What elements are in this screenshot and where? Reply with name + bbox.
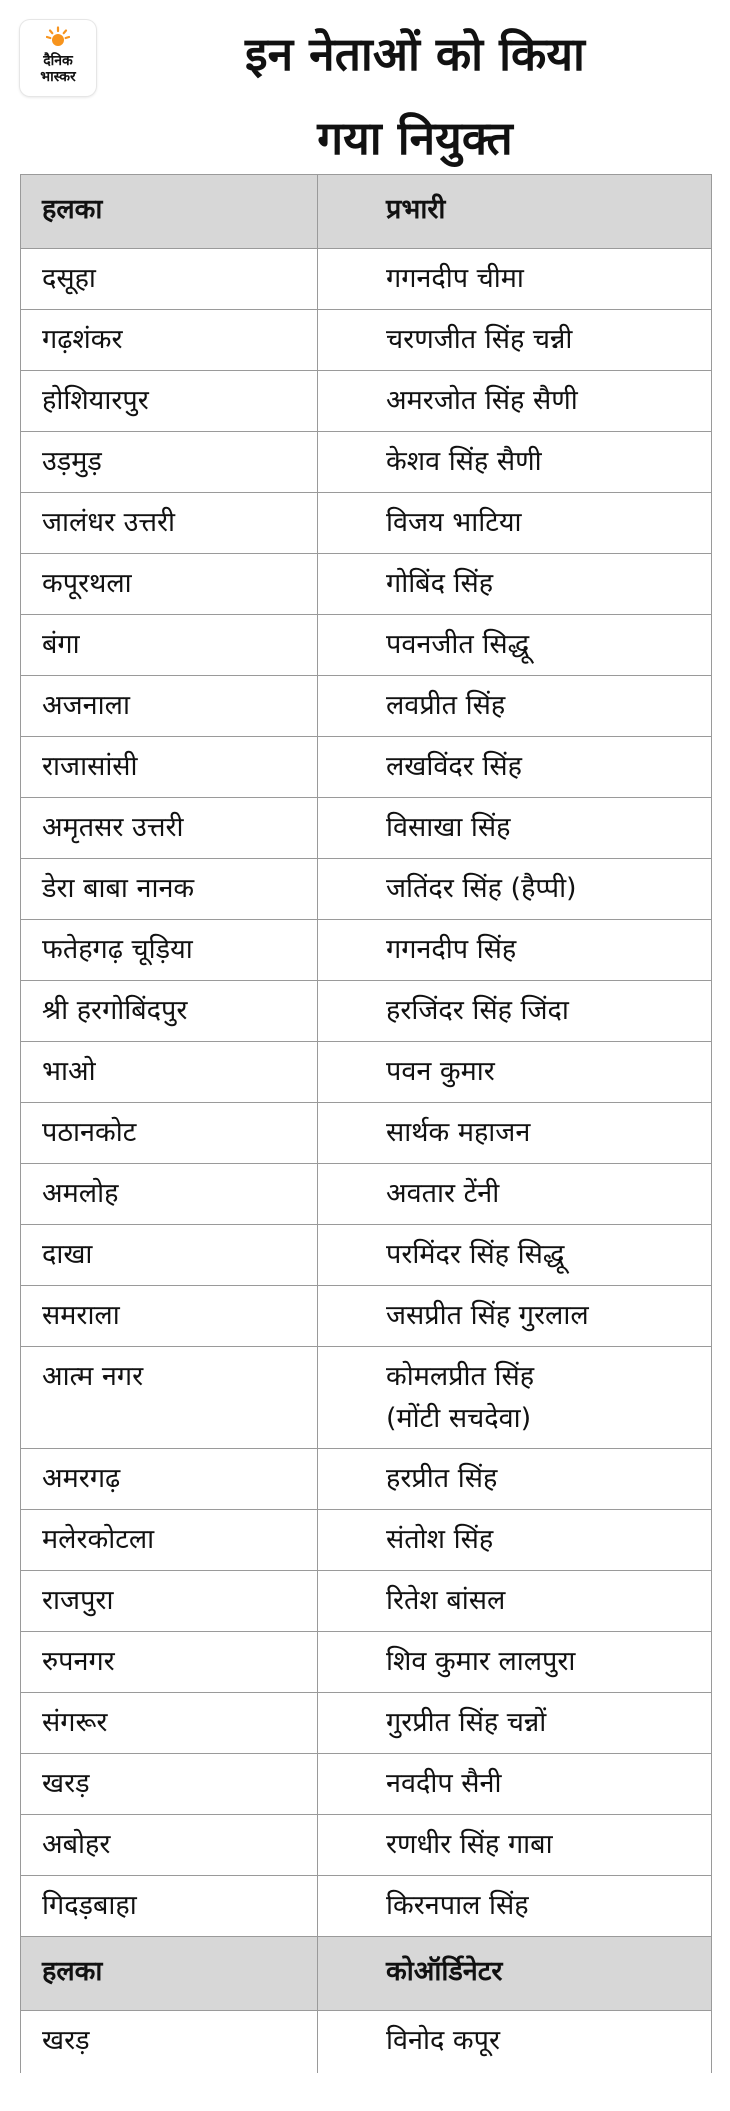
halka-cell: खरड़	[21, 2011, 318, 2073]
halka-cell: अमरगढ़	[21, 1449, 318, 1509]
table-header-row	[21, 175, 711, 249]
prabhari-cell: विजय भाटिया	[386, 507, 522, 538]
dainik-bhaskar-logo[interactable]	[20, 20, 96, 96]
table-row	[21, 310, 711, 371]
table-row	[21, 1815, 711, 1876]
table-row	[21, 615, 711, 676]
appointments-table	[20, 174, 712, 2073]
prabhari-cell: गगनदीप सिंह	[386, 934, 517, 965]
prabhari-cell: अमरजोत सिंह सैणी	[386, 385, 578, 416]
table-row	[21, 798, 711, 859]
prabhari-cell: शिव कुमार लालपुरा	[386, 1646, 576, 1677]
table-row	[21, 1225, 711, 1286]
table-row	[21, 859, 711, 920]
table-row	[21, 554, 711, 615]
halka-cell: श्री हरगोबिंदपुर	[21, 981, 318, 1041]
logo-text-bhaskar: भास्कर	[40, 69, 76, 85]
prabhari-cell	[318, 1347, 711, 1448]
coordinator-header-row	[21, 1937, 711, 2011]
table-row	[21, 493, 711, 554]
table-row	[21, 920, 711, 981]
halka-cell: खरड़	[21, 1754, 318, 1814]
title-line-2: गया नियुक्त	[317, 111, 513, 165]
title-line-1: इन नेताओं को किया	[245, 27, 585, 81]
halka-cell: अजनाला	[21, 676, 318, 736]
halka-cell: दसूहा	[21, 249, 318, 309]
halka-cell: फतेहगढ़ चूड़िया	[21, 920, 318, 980]
table-row	[21, 249, 711, 310]
prabhari-cell: किरनपाल सिंह	[386, 1890, 529, 1921]
table-row	[21, 1042, 711, 1103]
prabhari-cell: जसप्रीत सिंह गुरलाल	[386, 1300, 589, 1331]
prabhari-cell: गगनदीप चीमा	[386, 263, 524, 294]
prabhari-cell: पवन कुमार	[386, 1056, 495, 1087]
halka-cell: डेरा बाबा नानक	[21, 859, 318, 919]
prabhari-cell: गोबिंद सिंह	[386, 568, 494, 599]
halka-cell: जालंधर उत्तरी	[21, 493, 318, 553]
halka-cell: भाओ	[21, 1042, 318, 1102]
table-row	[21, 1876, 711, 1937]
header-coordinator: कोऑर्डिनेटर	[386, 1956, 503, 1987]
halka-cell: पठानकोट	[21, 1103, 318, 1163]
header-halka: हलका	[21, 1937, 318, 2010]
table-row	[21, 1164, 711, 1225]
halka-cell: मलेरकोटला	[21, 1510, 318, 1570]
halka-cell: अमृतसर उत्तरी	[21, 798, 318, 858]
table-row	[21, 1693, 711, 1754]
table-row	[21, 1754, 711, 1815]
halka-cell: रुपनगर	[21, 1632, 318, 1692]
prabhari-cell: हरजिंदर सिंह जिंदा	[386, 995, 569, 1026]
prabhari-cell: केशव सिंह सैणी	[386, 446, 542, 477]
halka-cell: राजपुरा	[21, 1571, 318, 1631]
table-row	[21, 1510, 711, 1571]
halka-cell: कपूरथला	[21, 554, 318, 614]
table-row	[21, 1103, 711, 1164]
prabhari-cell: रितेश बांसल	[386, 1585, 506, 1616]
sun-icon	[46, 26, 70, 50]
table-row	[21, 1286, 711, 1347]
halka-cell: अमलोह	[21, 1164, 318, 1224]
halka-cell: होशियारपुर	[21, 371, 318, 431]
table-row	[21, 371, 711, 432]
prabhari-cell: लखविंदर सिंह	[386, 751, 522, 782]
prabhari-cell: हरप्रीत सिंह	[386, 1463, 498, 1494]
table-row	[21, 1347, 711, 1449]
halka-cell: संगरूर	[21, 1693, 318, 1753]
halka-cell: अबोहर	[21, 1815, 318, 1875]
prabhari-cell: पवनजीत सिद्धू	[386, 629, 530, 660]
table-row	[21, 1449, 711, 1510]
logo-text-dainik: दैनिक	[43, 53, 73, 69]
coordinator-cell: विनोद कपूर	[386, 2025, 501, 2056]
prabhari-cell: विसाखा सिंह	[386, 812, 511, 843]
page-header	[0, 0, 730, 175]
prabhari-line-2: (मोंटी सचदेवा)	[386, 1403, 532, 1434]
halka-cell: समराला	[21, 1286, 318, 1346]
table-row	[21, 1571, 711, 1632]
header-halka: हलका	[21, 175, 318, 248]
prabhari-cell: सार्थक महाजन	[386, 1117, 531, 1148]
prabhari-cell: चरणजीत सिंह चन्नी	[386, 324, 573, 355]
table-row	[21, 737, 711, 798]
prabhari-cell: लवप्रीत सिंह	[386, 690, 506, 721]
prabhari-cell: अवतार टेंनी	[386, 1178, 500, 1209]
prabhari-cell: जतिंदर सिंह (हैप्पी)	[386, 873, 577, 904]
halka-cell: दाखा	[21, 1225, 318, 1285]
table-row	[21, 676, 711, 737]
table-row	[21, 1632, 711, 1693]
halka-cell: आत्म नगर	[21, 1347, 318, 1448]
prabhari-line-1: कोमलप्रीत सिंह	[386, 1361, 535, 1392]
halka-cell: बंगा	[21, 615, 318, 675]
page-title	[110, 12, 720, 180]
table-row	[21, 2011, 711, 2073]
table-row	[21, 432, 711, 493]
prabhari-cell: रणधीर सिंह गाबा	[386, 1829, 553, 1860]
table-row	[21, 981, 711, 1042]
halka-cell: राजासांसी	[21, 737, 318, 797]
halka-cell: गढ़शंकर	[21, 310, 318, 370]
prabhari-cell: संतोश सिंह	[386, 1524, 494, 1555]
halka-cell: उड़मुड़	[21, 432, 318, 492]
prabhari-cell: गुरप्रीत सिंह चन्नों	[386, 1707, 547, 1738]
halka-cell: गिदड़बाहा	[21, 1876, 318, 1936]
prabhari-cell: परमिंदर सिंह सिद्धू	[386, 1239, 565, 1270]
header-prabhari: प्रभारी	[386, 194, 446, 225]
prabhari-cell: नवदीप सैनी	[386, 1768, 502, 1799]
